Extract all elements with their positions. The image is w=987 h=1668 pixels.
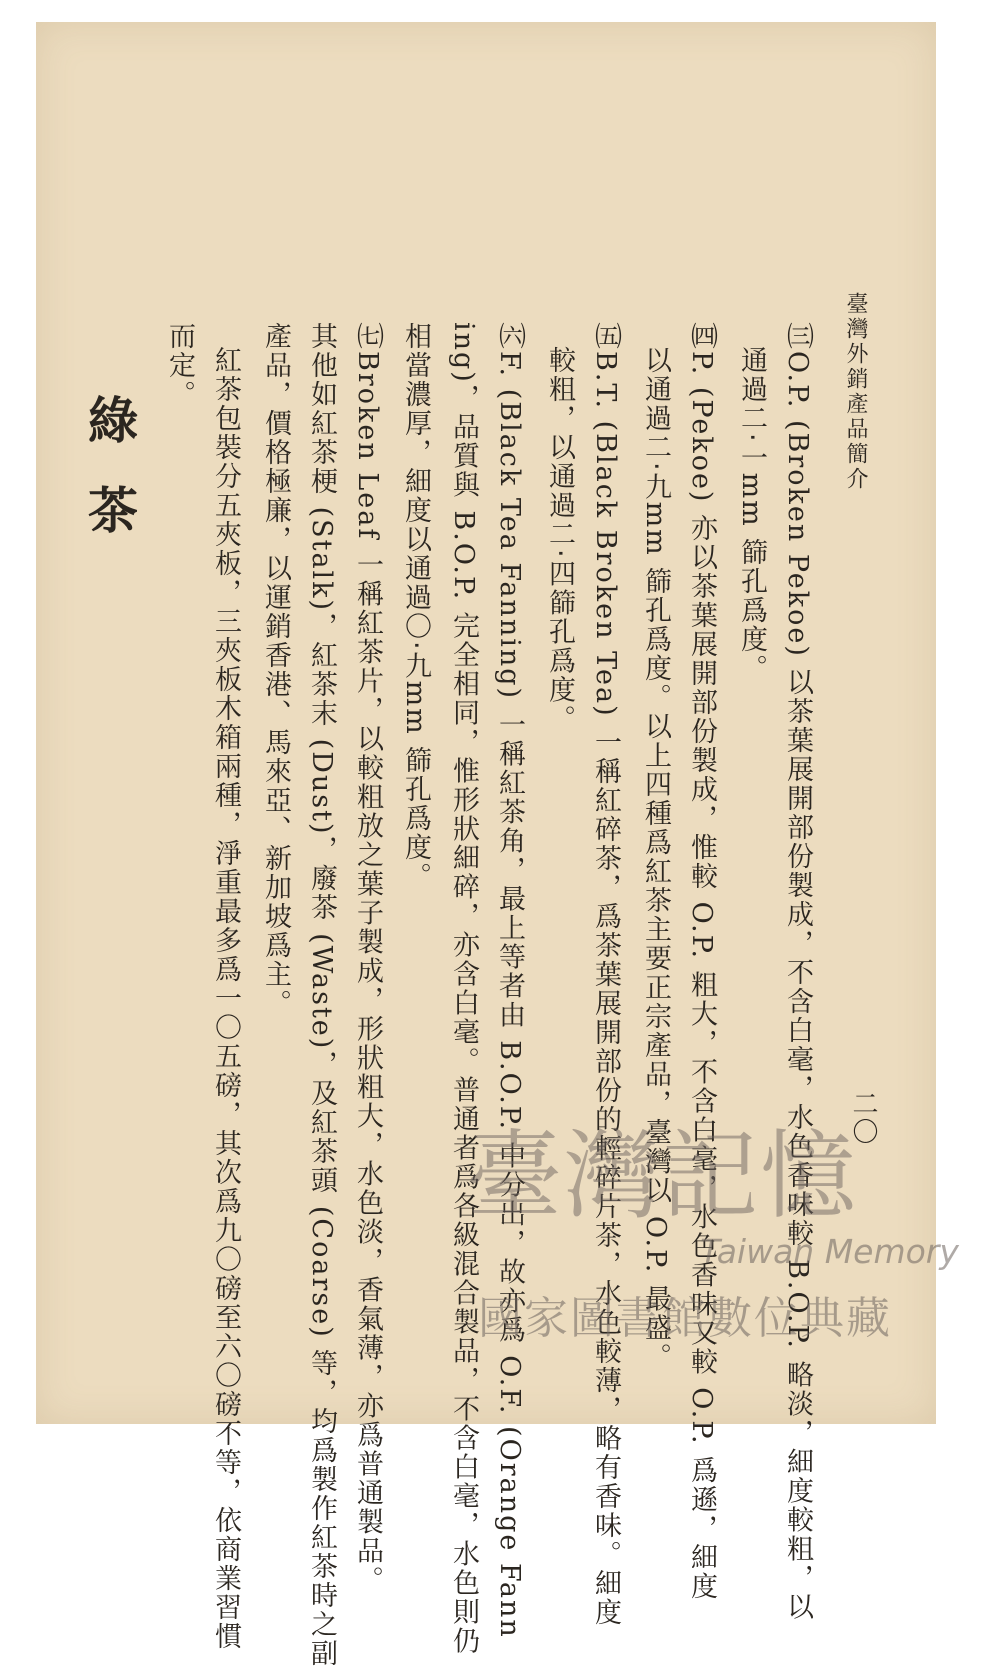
text-column: ㈤B.T. (Black Broken Tea) 一稱紅碎茶，爲茶葉展開部份的輕碎片茶，水色較薄，略有香味。細度 <box>590 322 621 1628</box>
text-column: ㈥F. (Black Tea Fanning) 一稱紅茶角，最上等者由 B.O.P. 中分出，故亦爲 O.F. (Orange Fann <box>494 322 525 1639</box>
text-column: ㈦Broken Leaf 一稱紅茶片，以較粗放之葉子製成，形狀粗大，水色淡，香氣薄，亦爲普通製品。 <box>352 322 383 1595</box>
text-column: ing)，品質與 B.O.P. 完全相同，惟形狀細碎，亦含白毫。普通者爲各級混合製品，不含白毫，水色則仍 <box>448 322 479 1656</box>
text-column: 通過二‧一mm 篩孔爲度。 <box>736 346 767 684</box>
text-column: 而定。 <box>164 322 195 409</box>
text-column: 產品，價格極廉，以運銷香港、馬來亞、新加坡爲主。 <box>260 322 291 1018</box>
text-column: 紅茶包裝分五夾板，三夾板木箱兩種，淨重最多爲一〇五磅，其次爲九〇磅至六〇磅不等，依商業習慣 <box>210 346 241 1651</box>
text-column: ㈢O.P. (Broken Pekoe) 以茶葉展開部份製成，不含白毫，水色香味較 B.O.P. 略淡，細度較粗，以 <box>782 322 813 1622</box>
page-number: 二〇 <box>848 1090 878 1146</box>
text-column: 其他如紅茶梗 (Stalk)，紅茶末 (Dust)，廢茶 (Waste)，及紅茶頭 (Coarse) 等，均爲製作紅茶時之副 <box>306 322 337 1668</box>
text-column: 相當濃厚，細度以通過〇‧九mm 篩孔爲度。 <box>400 322 431 892</box>
text-column: 較粗，以通過二‧四篩孔爲度。 <box>544 346 575 734</box>
watermark-subtitle: 國家圖書館數位典藏 <box>478 1293 892 1344</box>
section-heading: 綠茶 <box>80 394 139 574</box>
watermark-logo-text: 臺灣記憶 <box>466 1120 858 1232</box>
running-header: 臺灣外銷產品簡介 <box>843 292 868 492</box>
text-column: ㈣P. (Pekoe) 亦以茶葉展開部份製成，惟較 O.P. 粗大，不含白毫，水色香味又較 O.P. 爲遜，細度 <box>686 322 717 1602</box>
text-column: 以通過二‧九mm 篩孔爲度。以上四種爲紅茶主要正宗產品，臺灣以 O.P. 最盛。 <box>640 346 671 1372</box>
watermark-english-text: Taiwan Memory <box>700 1232 959 1271</box>
